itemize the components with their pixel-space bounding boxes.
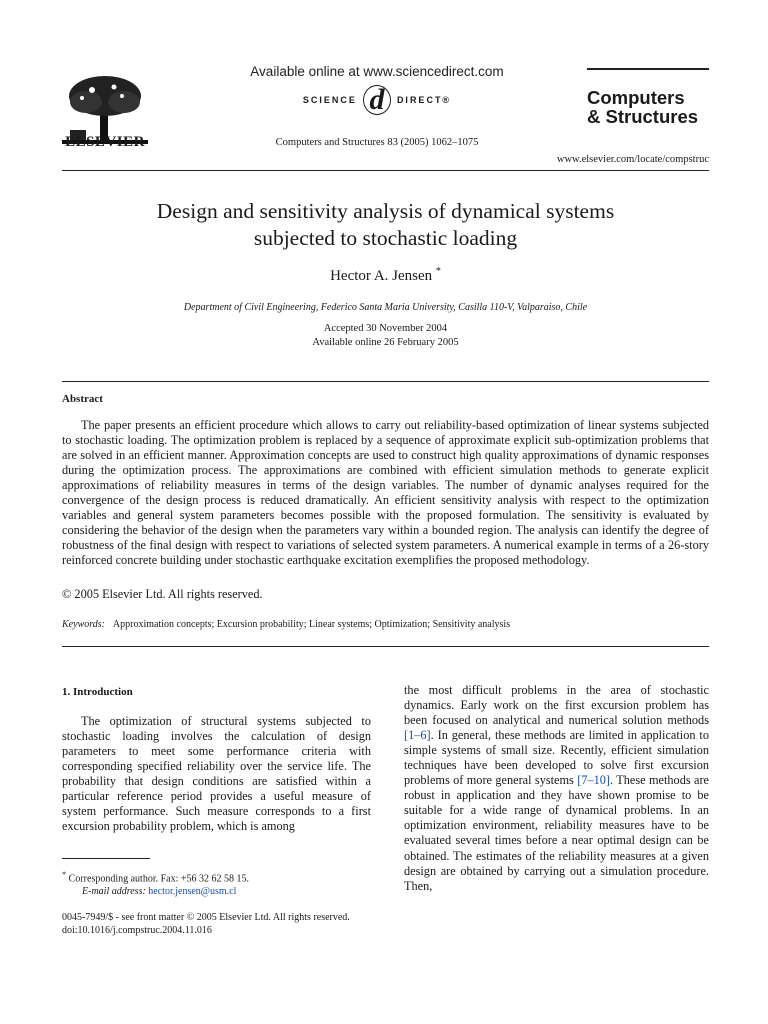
intro-text-b: . In general, these methods are limited in application to simple systems of small size. Recently, efficient simulation techniques have been developed to solve first excursion problems of more general systems (404, 728, 709, 788)
footnote (62, 868, 371, 898)
footnote-rule (62, 858, 150, 859)
journal-name-line1: Computers (587, 87, 685, 108)
author-line (62, 266, 709, 285)
abstract-top-rule (62, 381, 709, 382)
abstract-body (62, 418, 709, 568)
author-email-link[interactable]: hector.jensen@usm.cl (148, 886, 237, 898)
reference-link-7-10[interactable]: [7–10] (577, 773, 611, 788)
journal-url-link[interactable]: www.elsevier.com/locate/compstruc (556, 154, 709, 165)
intro-paragraph-right (404, 683, 709, 894)
intro-text-c: . These methods are robust in application and they have shown promise to be suitable for a wide range of dynamical problems. In an optimization environment, reliability measures have to be evaluated several times before a near optimal design can be obtained. The estimates of the reliability measures at a given design are obtained by carrying out a simulation procedure. Then, (404, 773, 709, 893)
sciencedirect-logo[interactable] (232, 84, 522, 116)
article-title-line1: Design and sensitivity analysis of dynamical systems (156, 199, 615, 223)
abstract-text: The paper presents an efficient procedure which allows to carry out reliability-based optimization of linear systems subjected to stochastic loading. The optimization problem is replaced by a sequence of approximate explicit sub-optimization problems that are solved in an efficient manner. Approximation concepts are used to construct high quality approximations of dynamic responses during the optimization process. The approximations are combined with efficient simulation methods to generate explicit approximations of reliability measures in terms of the design variables. The number of dynamic analyses required for the convergence of the design process is reduced dramatically. An efficient sensitivity analysis with respect to the optimization variables and general system parameters becomes possible with the proposed formulation. The sensitivity is evaluated by considering the behavior of the design when the parameters vary within a bounded region. The analysis can identify the degree of robustness of the final design with respect to variations of selected system parameters. A numerical example in terms of a 26-story reinforced concrete building under stochastic earthquake excitation exemplifies the proposed methodology. (62, 418, 709, 568)
sciencedirect-right: DIRECT® (396, 95, 452, 105)
abstract-copyright: © 2005 Elsevier Ltd. All rights reserved. (62, 587, 263, 601)
article-title (62, 198, 709, 252)
front-matter-issn: 0045-7949/$ - see front matter © 2005 Elsevier Ltd. All rights reserved. (62, 912, 350, 923)
email-label: E-mail address: (82, 886, 146, 898)
sciencedirect-left: SCIENCE (302, 95, 357, 105)
section-heading-introduction: 1. Introduction (62, 686, 133, 698)
abstract-bottom-rule (62, 646, 709, 647)
journal-name (587, 88, 727, 126)
keywords-line (62, 619, 709, 630)
intro-paragraph-left: The optimization of structural systems subjected to stochastic loading involves the calculation of design parameters to meet some performance criteria with corresponding specified reliability over the service life. The probability that design conditions are satisfied within a particular reference period provides a useful measure of system performance. Such measure corresponds to a first excursion probability problem, which is among (62, 714, 371, 834)
article-title-line2: subjected to stochastic loading (253, 226, 518, 250)
author-affiliation: Department of Civil Engineering, Federico Santa Maria University, Casilla 110-V, Valparaiso, Chile (183, 302, 588, 313)
publisher-name: ELSEVIER (65, 134, 145, 150)
article-dates (62, 322, 709, 349)
header-divider (62, 170, 709, 171)
author-name: Hector A. Jensen (330, 268, 433, 284)
keywords-text: Approximation concepts; Excursion probability; Linear systems; Optimization; Sensitivity analysis (112, 619, 511, 630)
journal-name-line2: & Structures (587, 106, 699, 127)
journal-name-rule (587, 68, 709, 70)
abstract-heading: Abstract (62, 393, 103, 405)
footnote-text: Corresponding author. Fax: +56 32 62 58 15. (68, 873, 250, 885)
front-matter (62, 911, 512, 937)
journal-citation: Computers and Structures 83 (2005) 1062–1075 (275, 137, 479, 148)
available-date: Available online 26 February 2005 (312, 336, 459, 348)
keywords-label: Keywords: (62, 619, 105, 630)
accepted-date: Accepted 30 November 2004 (323, 323, 448, 334)
front-matter-doi[interactable]: doi:10.1016/j.compstruc.2004.11.016 (62, 925, 212, 936)
intro-text-a: the most difficult problems in the area of stochastic dynamics. Early work on the first excursion problem has been focused on analytical and numerical solution methods (404, 683, 709, 728)
reference-link-1-6[interactable]: [1–6] (404, 728, 431, 743)
footnote-line1 (62, 868, 371, 885)
footnote-line2 (62, 885, 371, 898)
author-footnote-mark[interactable]: * (435, 266, 441, 277)
left-column (62, 714, 371, 834)
footnote-mark: * (62, 870, 67, 879)
right-column (404, 683, 709, 894)
sciencedirect-d-icon: d (363, 85, 391, 115)
available-online-text[interactable]: Available online at www.sciencedirect.com (250, 64, 504, 79)
